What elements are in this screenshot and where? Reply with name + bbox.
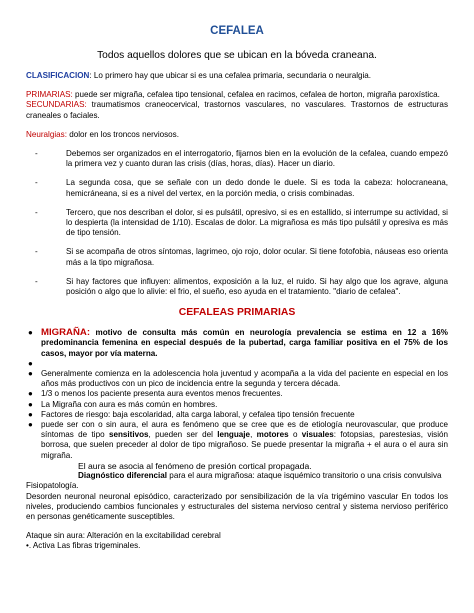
bullet-item-empty — [26, 359, 448, 369]
aura-sensitivos: sensitivos — [108, 430, 149, 440]
fisiopatologia-heading: Fisiopatología. — [26, 481, 79, 491]
list-item-text: Si hay factores que influyen: alimentos, exposición a la luz, el ruido. Si hay algo que los agrave, alguna posición o algo que lo alivie: el frio, el sueño, eso ayuda en el tratamiento. "diario de cefalea". — [66, 276, 448, 297]
diagnostico-label: Diagnóstico diferencial — [78, 471, 168, 481]
diagnostico-line — [26, 471, 448, 481]
bullet-item-aura — [26, 420, 448, 461]
bullet-marker: ● — [28, 399, 33, 409]
bullet-item — [26, 410, 448, 420]
aura-text: puede ser con o sin aura, el aura es fenómeno que se cree que es de etiología neurovascular, que produce síntomas de tipo — [41, 420, 448, 440]
dash-marker: - — [35, 276, 38, 286]
clasificacion-paragraph — [26, 71, 448, 81]
desorden-paragraph: Desorden neuronal neuronal episódico, caracterizado por sensibilización de la vía trigémino vascular En todos los niveles, produciendo cambios funcionales y estructurales del sistema nervioso central y sistema nervioso periférico en personas genéticamente susceptibles. — [26, 491, 448, 521]
primarias-label: PRIMARIAS: — [26, 90, 73, 100]
list-item — [26, 277, 448, 297]
list-item — [26, 247, 448, 267]
primarias-text: puede ser migraña, cefalea tipo tensional, cefalea en racimos, cefalea de horton, migraña paroxística. — [72, 90, 440, 100]
neuralgias-text: dolor en los troncos nerviosos. — [66, 129, 179, 139]
aura-visuales: visuales — [301, 430, 334, 440]
clasificacion-text: : Lo primero hay que ubicar si es una cefalea primaria, secundaria o neuralgia. — [89, 71, 372, 80]
bullet-item-text: Generalmente comienza en la adolescencia hola juventud y acompaña a la vida del paciente en especial en los años más productivos con un pico de incidencia entre la segunda y tercera década. — [41, 369, 448, 389]
aura-motores: motores — [256, 430, 289, 440]
bullet-item-migrana — [26, 328, 448, 359]
bullet-marker: ● — [28, 389, 33, 399]
bullet-marker: ● — [28, 358, 33, 368]
ataque-sin-aura-line: Ataque sin aura: Alteración en la excitabilidad cerebral — [26, 531, 221, 541]
diagnostico-text: para el aura migrañosa: ataque isquémico transitorio o una crisis convulsiva — [167, 471, 442, 481]
migrana-label: MIGRAÑA: — [41, 327, 91, 339]
aura-lenguaje: lenguaje — [217, 430, 251, 440]
aura-cortical-line: El aura se asocia al fenómeno de presión cortical propagada. — [78, 460, 312, 471]
list-item-text: Tercero, que nos describan el dolor, si es pulsátil, opresivo, si es en estallido, si interrumpe su actividad, si lo despierta (la intensidad de 1/10). Escalas de dolor. La migrañosa es más tipo pulsátil y opresiva es más de tipo tensión. — [66, 207, 448, 238]
clasificacion-label: CLASIFICACION — [26, 71, 90, 80]
list-item-text: Si se acompaña de otros síntomas, lagrimeo, ojo rojo, dolor ocular. Si tiene fotofobia, náuseas eso orienta más a la tipo migrañosa. — [66, 247, 448, 267]
aura-text: : fotopsias, parestesias, visión borrosa, que suelen preceder al dolor de tipo migrañoso. Se puede presentar la migraña + el aura o el aura sin migraña. — [41, 430, 449, 460]
section-title: CEFALEAS PRIMARIAS — [178, 307, 296, 319]
aura-text: , — [250, 430, 257, 440]
aura-text: , pueden ser del — [148, 430, 218, 440]
bullet-item — [26, 369, 448, 389]
list-item — [26, 208, 448, 239]
neuralgias-paragraph — [26, 130, 448, 140]
bullet-item — [26, 389, 448, 399]
dash-marker: - — [35, 178, 38, 188]
bullet-marker: ● — [28, 420, 33, 430]
page-subtitle: Todos aquellos dolores que se ubican en la bóveda craneana. — [97, 50, 377, 61]
dash-marker: - — [35, 149, 38, 159]
secundarias-text: traumatismos craneocervical, trastornos vasculares, no vasculares. Trastornos de estructuras craneales o faciales. — [26, 100, 448, 120]
list-item — [26, 149, 448, 169]
neuralgias-label: Neuralgias: — [26, 129, 67, 139]
bullet-marker: ● — [28, 369, 33, 379]
bullet-marker: ● — [28, 328, 33, 338]
bullet-item-text: 1/3 o menos los paciente presenta aura eventos menos frecuentes. — [41, 389, 283, 399]
activa-line: •. Activa Las fibras trigeminales. — [26, 541, 141, 551]
list-item — [26, 178, 448, 198]
bullet-item-text: La Migraña con aura es más común en hombres. — [41, 399, 218, 409]
bullet-item-text: Factores de riesgo: baja escolaridad, alta carga laboral, y cefalea tipo tensión frecuente — [41, 409, 355, 419]
dash-marker: - — [35, 247, 38, 257]
page-title: CEFALEA — [210, 25, 264, 37]
list-item-text: Debemos ser organizados en el interrogatorio, fijarnos bien en la evolución de la cefalea, cuando empezó la primera vez y cuanto duran las crisis (días, horas, días). Hacer un diario. — [66, 149, 448, 169]
secundarias-label: SECUNDARIAS: — [26, 100, 87, 110]
primarias-paragraph — [26, 90, 448, 100]
list-item-text: La segunda cosa, que se señale con un dedo donde le duele. Si es toda la cabeza: holocraneana, hemicráneana, si es a nivel del vertex, en la porción media, o crisis combinadas. — [66, 178, 448, 198]
bullet-marker: ● — [28, 409, 33, 419]
dash-marker: - — [35, 207, 38, 217]
aura-text: o — [288, 430, 302, 440]
bullet-item — [26, 400, 448, 410]
secundarias-paragraph — [26, 100, 448, 120]
migrana-text: motivo de consulta más común en neurología prevalencia se estima en 12 a 16% predominancia femenina en especial después de la pubertad, carga familiar positiva en el 75% de los casos, mayor por vía materna. — [41, 328, 448, 358]
